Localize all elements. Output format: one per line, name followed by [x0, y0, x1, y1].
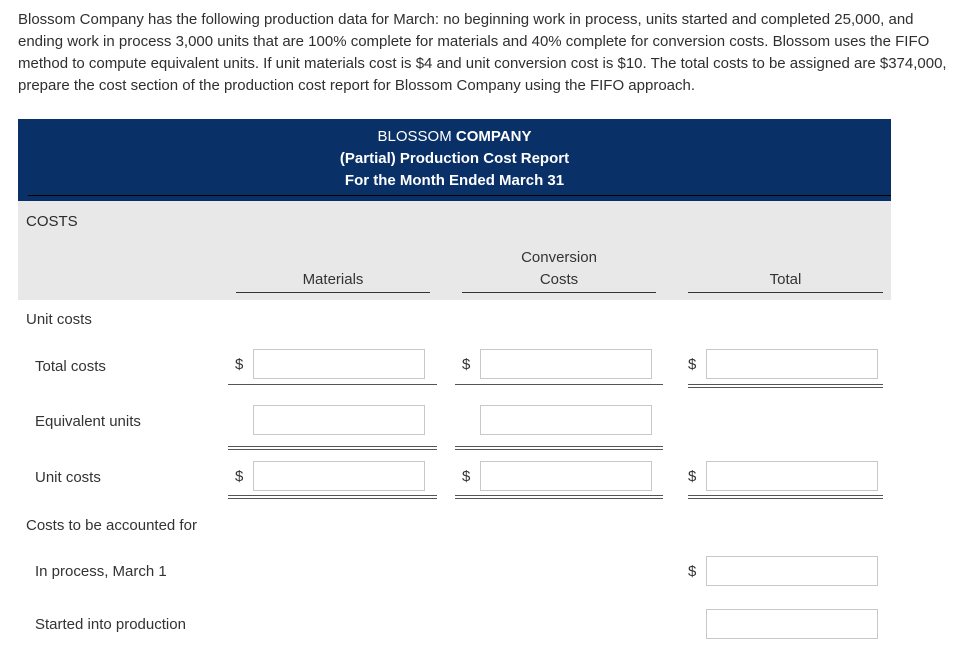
- company-name: [18, 128, 891, 145]
- row-underline: [228, 446, 437, 447]
- dollar-sign: $: [235, 356, 244, 373]
- problem-statement: Blossom Company has the following production data for March: no beginning work in process, units started and completed 25,000, and ending work in process 3,000 units that are 100% complete for materials and 40% complete for conversion costs. Blossom uses the FIFO method to compute equivalent units. If unit materials cost is $4 and unit conversion cost is $10. The total costs to be assigned are $374,000, prepare the cost section of the production cost report for Blossom Company using the FIFO approach.: [18, 11, 947, 94]
- row-double-underline: [455, 498, 663, 499]
- dollar-sign: $: [688, 356, 697, 373]
- row-double-underline: [688, 387, 883, 388]
- row-underline: [688, 495, 883, 496]
- row-underline: [228, 495, 437, 496]
- unit-costs-materials-input[interactable]: [253, 461, 425, 491]
- costs-accounted-heading: Costs to be accounted for: [26, 517, 197, 534]
- dollar-sign: $: [462, 468, 471, 485]
- total-costs-materials-input[interactable]: [253, 349, 425, 379]
- row-double-underline: [455, 449, 663, 450]
- row-double-underline: [228, 498, 437, 499]
- total-costs-conversion-input[interactable]: [480, 349, 652, 379]
- column-header-band: [18, 201, 891, 300]
- row-underline: [455, 446, 663, 447]
- row-label-unit-costs: Unit costs: [35, 469, 101, 486]
- unit-costs-heading: Unit costs: [26, 311, 92, 328]
- in-process-march1-total-input[interactable]: [706, 556, 878, 586]
- unit-costs-conversion-input[interactable]: [480, 461, 652, 491]
- row-underline: [455, 495, 663, 496]
- header-divider: [28, 195, 891, 196]
- dollar-sign: $: [235, 468, 244, 485]
- total-costs-total-input[interactable]: [706, 349, 878, 379]
- column-conversion-line1: Conversion: [521, 249, 597, 266]
- row-underline: [688, 384, 883, 385]
- company-name-bold: COMPANY: [455, 128, 532, 145]
- row-double-underline: [228, 449, 437, 450]
- column-materials: Materials: [236, 269, 430, 293]
- column-conversion-costs: [462, 247, 656, 293]
- row-label-started-into-production: Started into production: [35, 616, 186, 633]
- report-header: [18, 119, 891, 201]
- column-total: Total: [688, 269, 883, 293]
- report-title: (Partial) Production Cost Report: [339, 150, 570, 167]
- equivalent-units-materials-input[interactable]: [253, 405, 425, 435]
- dollar-sign: $: [462, 356, 471, 373]
- unit-costs-total-input[interactable]: [706, 461, 878, 491]
- equivalent-units-conversion-input[interactable]: [480, 405, 652, 435]
- row-label-total-costs: Total costs: [35, 358, 106, 375]
- row-underline: [455, 384, 663, 385]
- report-period: For the Month Ended March 31: [344, 172, 565, 189]
- column-conversion-line2: Costs: [539, 271, 579, 288]
- dollar-sign: $: [688, 563, 697, 580]
- row-underline: [228, 384, 437, 385]
- row-label-equivalent-units: Equivalent units: [35, 413, 141, 430]
- dollar-sign: $: [688, 468, 697, 485]
- company-name-plain: BLOSSOM: [377, 128, 452, 145]
- started-into-production-total-input[interactable]: [706, 609, 878, 639]
- section-label-costs: COSTS: [26, 213, 78, 230]
- row-double-underline: [688, 498, 883, 499]
- row-label-in-process-march1: In process, March 1: [35, 563, 167, 580]
